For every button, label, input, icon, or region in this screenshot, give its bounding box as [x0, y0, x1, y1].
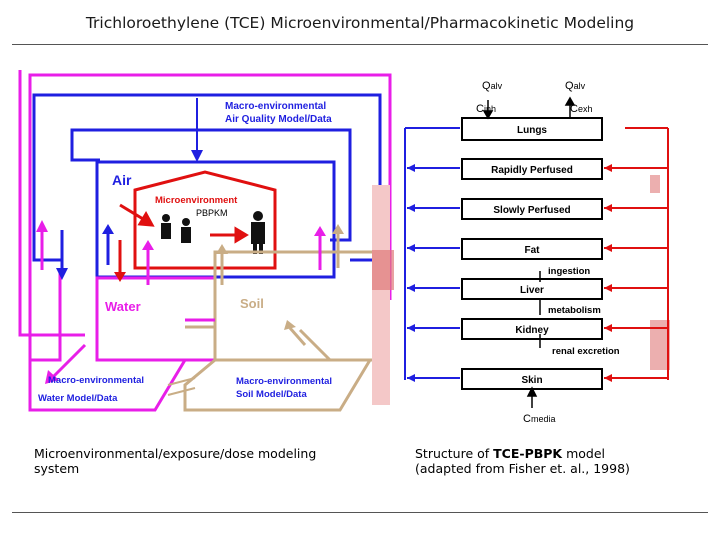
venous-arrowhead-3	[407, 244, 415, 252]
microenvironment-label: Microenvironment	[155, 195, 238, 206]
c-inh: Cinh	[476, 103, 496, 115]
right-caption-post: model	[562, 446, 606, 461]
arterial-loop	[625, 128, 668, 380]
venous-arrowhead-4	[407, 284, 415, 292]
venous-arrowhead-1	[407, 164, 415, 172]
macro-air-label-2: Air Quality Model/Data	[225, 114, 332, 125]
venous-arrowhead-2	[407, 204, 415, 212]
organ-boxes	[407, 159, 668, 389]
organ-box-4	[407, 279, 668, 299]
svg-text:Lungs: Lungs	[517, 125, 547, 136]
air-label: Air	[112, 172, 132, 188]
arterial-arrowhead-5	[604, 324, 612, 332]
arterial-arrowhead-2	[604, 204, 612, 212]
right-caption-pre: Structure of	[415, 446, 494, 461]
q-alv-left: Qalv	[482, 80, 503, 92]
left-caption-line-2: system	[34, 461, 80, 476]
organ-label-5: Kidney	[515, 325, 549, 336]
soil-label: Soil	[240, 296, 264, 311]
page-title: Trichloroethylene (TCE) Microenvironmental/Pharmacokinetic Modeling	[85, 14, 635, 32]
bottom-divider	[12, 512, 708, 513]
macro-soil-label-1: Macro-environmental	[236, 376, 333, 387]
metabolism-label: metabolism	[548, 305, 601, 316]
pbpkm-label: PBPKM	[196, 208, 228, 218]
venous-arrowhead-6	[407, 374, 415, 382]
right-caption-bold: TCE-PBPK	[493, 446, 563, 461]
left-caption-line-1: Microenvironmental/exposure/dose modeling	[34, 446, 317, 461]
c-media: Cmedia	[523, 413, 556, 425]
macro-soil-label-2: Soil Model/Data	[236, 389, 307, 400]
organ-label-3: Fat	[524, 245, 540, 256]
organ-label-2: Slowly Perfused	[493, 205, 571, 216]
arterial-arrowhead-4	[604, 284, 612, 292]
organ-box-1	[407, 159, 668, 179]
organ-label-4: Liver	[520, 285, 544, 296]
arterial-arrowhead-6	[604, 374, 612, 382]
organ-label-1: Rapidly Perfused	[491, 165, 573, 176]
c-exh: Cexh	[570, 103, 593, 115]
c-media-arrow	[528, 388, 536, 408]
ingestion-label: ingestion	[548, 266, 591, 277]
lungs-box	[462, 118, 602, 140]
water-label: Water	[105, 299, 141, 314]
macro-water-label-2: Water Model/Data	[38, 393, 118, 404]
right-caption-line-2: (adapted from Fisher et. al., 1998)	[415, 461, 630, 476]
organ-box-6	[407, 369, 668, 389]
organ-box-5	[407, 319, 668, 339]
q-alv-right: Qalv	[565, 80, 586, 92]
arterial-arrowhead-1	[604, 164, 612, 172]
macro-water-label-1: Macro-environmental	[48, 375, 145, 386]
organ-label-6: Skin	[521, 375, 543, 386]
organ-box-3	[407, 239, 668, 259]
renal-label: renal excretion	[552, 346, 620, 357]
organ-box-2	[407, 199, 668, 219]
lung-ventilation	[484, 98, 574, 118]
arterial-arrowhead-3	[604, 244, 612, 252]
right-caption-line-1	[415, 446, 605, 461]
venous-arrowhead-5	[407, 324, 415, 332]
macro-air-label-1: Macro-environmental	[225, 101, 327, 112]
